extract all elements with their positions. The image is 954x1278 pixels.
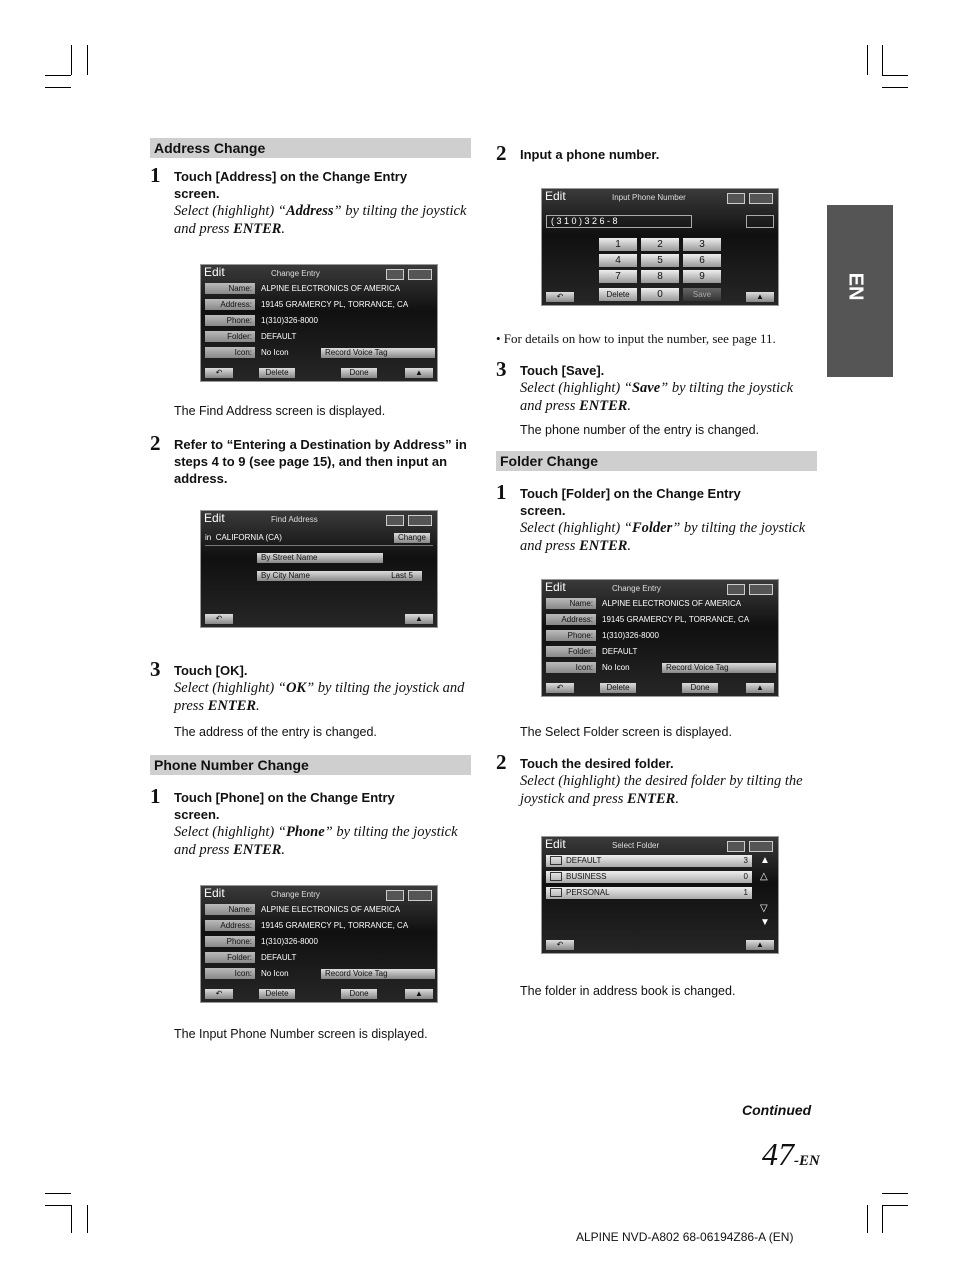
field-row[interactable]: Icon: No Icon xyxy=(205,347,433,360)
step-number: 1 xyxy=(150,163,161,187)
caption-find-address: The Find Address screen is displayed. xyxy=(174,404,386,418)
note-folder-changed: The folder in address book is changed. xyxy=(520,984,736,998)
language-tab-label: EN xyxy=(844,272,867,301)
caption-select-folder: The Select Folder screen is displayed. xyxy=(520,725,732,739)
section-heading-address-change: Address Change xyxy=(150,138,471,158)
step-3-save: 3 Touch [Save]. Select (highlight) “Save” by tilting the joystick and press ENTER. xyxy=(496,357,794,414)
step-2-phone: 2 Input a phone number. xyxy=(496,141,660,165)
record-voice-tag-button[interactable]: Record Voice Tag xyxy=(321,969,435,979)
field-row[interactable]: Address: 19145 GRAMERCY PL, TORRANCE, CA xyxy=(205,920,433,933)
scroll-page-down-icon[interactable]: ▼ xyxy=(760,917,770,928)
language-tab xyxy=(827,205,893,377)
right-column xyxy=(496,140,817,998)
key-4[interactable]: 4 xyxy=(599,254,637,267)
last-5-button[interactable]: Last 5 xyxy=(382,571,422,581)
done-button[interactable]: Done xyxy=(341,368,377,378)
folder-row[interactable]: BUSINESS 0 xyxy=(546,871,752,883)
continued-label: Continued xyxy=(742,1102,812,1118)
keyboard-icon[interactable] xyxy=(749,584,773,595)
field-row[interactable]: Folder: DEFAULT xyxy=(205,331,433,344)
folder-icon xyxy=(550,856,562,865)
note-address-changed: The address of the entry is changed. xyxy=(174,725,377,739)
change-entry-screen: Edit Change Entry Name: ALPINE ELECTRONICS OF AMERICA Address: 19145 GRAMERCY PL, TORRANCE, CA Phone: 1(310)326-8000 Folder: DEFAULT Icon: No Icon Record Voice Tag ↶ Delete Done ▲ xyxy=(200,885,438,1003)
key-6[interactable]: 6 xyxy=(683,254,721,267)
step-2-address: 2 Refer to “Entering a Destination by Address” in steps 4 to 9 (see page 15), and then input an address. xyxy=(150,431,467,486)
key-9[interactable]: 9 xyxy=(683,270,721,283)
scroll-up-icon[interactable]: △ xyxy=(760,871,768,882)
done-button[interactable]: Done xyxy=(682,683,718,693)
delete-key[interactable]: Delete xyxy=(599,288,637,301)
nav-arrow-icon[interactable]: ▲ xyxy=(746,940,774,950)
keyboard-icon[interactable] xyxy=(749,193,773,204)
change-state-button[interactable]: Change xyxy=(394,533,430,543)
field-row[interactable]: Address: 19145 GRAMERCY PL, TORRANCE, CA xyxy=(205,299,433,312)
key-8[interactable]: 8 xyxy=(641,270,679,283)
step-2-folder: 2 Touch the desired folder. Select (highlight) the desired folder by tilting the joystick and press ENTER. xyxy=(496,750,803,807)
key-2[interactable]: 2 xyxy=(641,238,679,251)
bullet-note: • For details on how to input the number, see page 11. xyxy=(496,331,776,346)
map-icon[interactable] xyxy=(386,269,404,280)
page-number: 47-EN xyxy=(762,1136,820,1172)
keyboard-icon[interactable] xyxy=(408,890,432,901)
keyboard-icon[interactable] xyxy=(408,515,432,526)
note-phone-changed: The phone number of the entry is changed. xyxy=(520,423,760,437)
find-address-screen: Edit Find Address in CALIFORNIA (CA) Change By Street Name By City Name Last 5 ↶ ▲ xyxy=(200,510,438,628)
screen-subtitle: Change Entry xyxy=(271,269,320,278)
model-code: ALPINE NVD-A802 68-06194Z86-A (EN) xyxy=(576,1230,794,1244)
field-row[interactable]: Address: 19145 GRAMERCY PL, TORRANCE, CA xyxy=(546,614,774,627)
by-city-name-button[interactable]: By City Name xyxy=(257,571,383,581)
back-button[interactable]: ↶ xyxy=(546,683,574,693)
screen-title: Edit xyxy=(204,265,225,279)
save-key[interactable]: Save xyxy=(683,288,721,301)
scroll-page-up-icon[interactable]: ▲ xyxy=(760,855,770,866)
back-button[interactable]: ↶ xyxy=(205,368,233,378)
record-voice-tag-button[interactable]: Record Voice Tag xyxy=(321,348,435,358)
by-street-name-button[interactable]: By Street Name xyxy=(257,553,383,563)
key-1[interactable]: 1 xyxy=(599,238,637,251)
key-5[interactable]: 5 xyxy=(641,254,679,267)
back-button[interactable]: ↶ xyxy=(205,614,233,624)
done-button[interactable]: Done xyxy=(341,989,377,999)
map-icon[interactable] xyxy=(386,515,404,526)
input-phone-screen: Edit Input Phone Number ( 3 1 0 ) 3 2 6 - 8 1 2 3 4 5 6 7 8 9 Delete 0 Save ↶ ▲ xyxy=(541,188,779,306)
back-button[interactable]: ↶ xyxy=(205,989,233,999)
folder-row[interactable]: DEFAULT 3 xyxy=(546,855,752,867)
nav-arrow-icon[interactable]: ▲ xyxy=(405,614,433,624)
key-3[interactable]: 3 xyxy=(683,238,721,251)
step-1-phone: 1 Touch [Phone] on the Change Entry screen. Select (highlight) “Phone” by tilting the joystick and press ENTER. xyxy=(150,784,458,858)
field-row[interactable]: Icon: No Icon xyxy=(546,662,774,675)
delete-button[interactable]: Delete xyxy=(600,683,636,693)
key-0[interactable]: 0 xyxy=(641,288,679,301)
section-heading-phone-change: Phone Number Change xyxy=(150,755,471,775)
folder-row[interactable]: PERSONAL 1 xyxy=(546,887,752,899)
nav-arrow-icon[interactable]: ▲ xyxy=(405,368,433,378)
step-3-ok: 3 Touch [OK]. Select (highlight) “OK” by tilting the joystick and press ENTER. xyxy=(150,657,465,714)
folder-icon xyxy=(550,872,562,881)
select-folder-screen: Edit Select Folder DEFAULT 3 BUSINESS 0 PERSONAL 1 ▲ △ ▽ ▼ ↶ ▲ xyxy=(541,836,779,954)
field-row[interactable]: Name: ALPINE ELECTRONICS OF AMERICA xyxy=(205,283,433,296)
record-voice-tag-button[interactable]: Record Voice Tag xyxy=(662,663,776,673)
field-row[interactable]: Name: ALPINE ELECTRONICS OF AMERICA xyxy=(205,904,433,917)
keyboard-icon[interactable] xyxy=(408,269,432,280)
delete-button[interactable]: Delete xyxy=(259,989,295,999)
delete-button[interactable]: Delete xyxy=(259,368,295,378)
field-row[interactable]: Phone: 1(310)326-8000 xyxy=(205,936,433,949)
change-entry-screen: Edit Change Entry Name: ALPINE ELECTRONICS OF AMERICA Address: 19145 GRAMERCY PL, TORRANCE, CA Phone: 1(310)326-8000 Folder: DEFAULT Icon: No Icon Record Voice Tag ↶ Delete Done ▲ xyxy=(541,579,779,697)
left-column xyxy=(150,138,471,1041)
field-row[interactable]: Phone: 1(310)326-8000 xyxy=(205,315,433,328)
state-row: in CALIFORNIA (CA) xyxy=(205,531,433,546)
map-icon[interactable] xyxy=(727,193,745,204)
phone-entry-extra xyxy=(746,215,774,228)
nav-arrow-icon[interactable]: ▲ xyxy=(746,683,774,693)
key-7[interactable]: 7 xyxy=(599,270,637,283)
field-row[interactable]: Phone: 1(310)326-8000 xyxy=(546,630,774,643)
map-icon[interactable] xyxy=(727,841,745,852)
scroll-down-icon[interactable]: ▽ xyxy=(760,903,768,914)
field-row[interactable]: Icon: No Icon xyxy=(205,968,433,981)
map-icon[interactable] xyxy=(727,584,745,595)
nav-arrow-icon[interactable]: ▲ xyxy=(746,292,774,302)
nav-arrow-icon[interactable]: ▲ xyxy=(405,989,433,999)
step-1-address: 1 Touch [Address] on the Change Entry screen. Select (highlight) “Address” by tilting the joystick and press ENTER. xyxy=(150,163,467,237)
step-1-folder: 1 Touch [Folder] on the Change Entry screen. Select (highlight) “Folder” by tilting the joystick and press ENTER. xyxy=(496,480,806,554)
keyboard-icon[interactable] xyxy=(749,841,773,852)
caption-input-phone: The Input Phone Number screen is displayed. xyxy=(174,1027,428,1041)
change-entry-screen xyxy=(200,264,438,382)
map-icon[interactable] xyxy=(386,890,404,901)
section-heading-folder-change: Folder Change xyxy=(496,451,817,471)
phone-entry-field[interactable]: ( 3 1 0 ) 3 2 6 - 8 xyxy=(546,215,692,228)
folder-icon xyxy=(550,888,562,897)
field-row[interactable]: Folder: DEFAULT xyxy=(205,952,433,965)
back-button[interactable]: ↶ xyxy=(546,940,574,950)
back-button[interactable]: ↶ xyxy=(546,292,574,302)
field-row[interactable]: Name: ALPINE ELECTRONICS OF AMERICA xyxy=(546,598,774,611)
field-row[interactable]: Folder: DEFAULT xyxy=(546,646,774,659)
